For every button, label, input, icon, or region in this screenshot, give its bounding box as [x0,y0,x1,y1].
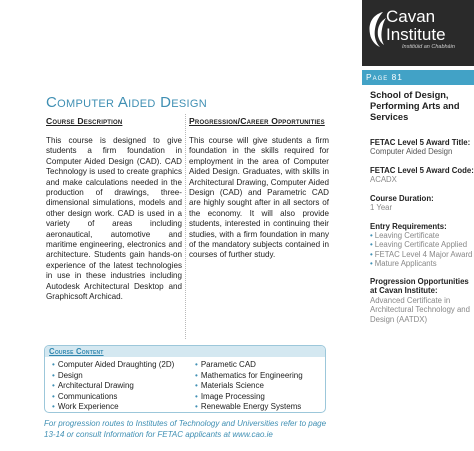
bullet-icon: • [195,370,198,380]
bullet-icon: • [52,381,55,390]
award-code-block [370,166,474,185]
list-item: • Materials Science [195,381,264,390]
award-title-label: FETAC Level 5 Award Title: [370,137,471,147]
award-title-block [370,138,474,157]
progression-text: This course will give students a firm foundation in the skills required for employment in the area of Computer Aided Design. Graduates, with skills in Architectural Drawing, Computer Aided Design (CAD) and Parametric CAD are highly sought after in all sectors of the economy. It will also provide students, interested in continuing their studies, with a firm foundation in many of the mandatory subjects contained in courses of further study. [189,136,329,260]
bullet-icon: • [195,381,198,390]
bullet-icon: • [195,391,198,401]
course-description-text: This course is designed to give students a firm foundation in Computer Aided Design (CAD). CAD Technology is used to create graphics and make calculations needed in the production of drawings, three-dimensional simulations, models and other design work. CAD is used in a variety of areas including aeronautical, automotive and maritime engineering, electronics and architecture. Students gain hands-on experience of the latest technologies in use in these industries including Autodesk Architectural Desktop and Graphicsoft Archicad. [46,136,182,302]
duration-value: 1 Year [370,203,393,213]
bullet-icon: • [370,258,373,268]
bullet-icon: • [195,360,198,369]
list-item: • Mature Applicants [370,258,437,268]
sidebar [362,0,474,451]
logo-name-line2: Institute [386,25,446,44]
bullet-icon: • [52,402,55,411]
column-divider [185,114,186,339]
duration-block [370,194,474,213]
progression-opportunities-value: Advanced Certificate in Architectural Technology and Design (AATDX) [370,295,470,324]
award-code-value: ACADX [370,175,397,185]
list-item: • Image Processing [195,391,265,401]
bullet-icon: • [195,402,198,411]
award-code-label: FETAC Level 5 Award Code: [370,165,474,175]
bullet-icon: • [370,240,373,250]
entry-requirements-list [370,231,474,268]
bullet-icon: • [52,391,55,401]
course-title-text: Computer Aided Design [46,94,207,111]
swoosh-logo-icon [366,9,388,49]
page-number: Page 81 [366,72,403,82]
course-content-box [44,345,326,413]
list-item: • Leaving Certificate Applied [370,240,468,250]
entry-requirements-label: Entry Requirements: [370,221,447,231]
list-item: • Parametic CAD [195,360,256,369]
list-item: • Renewable Energy Systems [195,402,302,411]
institute-logo [362,0,474,66]
list-item: • Leaving Certificate [370,231,440,241]
course-title [46,94,207,111]
list-item: • Work Experience [52,402,119,411]
course-content-heading: Course Content [45,346,325,357]
entry-requirements-block [370,222,474,268]
list-item: • Computer Aided Draughting (2D) [52,360,175,369]
award-title-value: Computer Aided Design [370,147,453,157]
list-item: • Mathematics for Engineering [195,370,303,380]
progression-opportunities-block [370,277,474,325]
school-name: School of Design, Performing Arts and Services [370,90,460,123]
sidebar-details [370,90,474,333]
logo-tagline: Institiúid an Chabháin [402,44,455,50]
bullet-icon: • [52,360,55,369]
list-item: • Communications [52,391,118,401]
course-content-column-2 [195,360,303,413]
list-item: • FETAC Level 4 Major Award [370,249,473,259]
course-description-heading: Course Description [46,116,123,126]
progression-heading: Progression/Career Opportunities [189,116,325,126]
bullet-icon: • [52,370,55,380]
progression-opportunities-label: Progression Opportunities at Cavan Institute: [370,276,469,296]
duration-label: Course Duration: [370,193,434,203]
bullet-icon: • [370,231,373,241]
footnote: For progression routes to Institutes of Technology and Universities refer to page 13-14 or consult Information for FETAC applicants at www.cao.ie [44,419,327,439]
page-number-bar [362,70,474,85]
logo-name-line1: Cavan [386,7,436,26]
list-item: • Architectural Drawing [52,381,134,390]
list-item: • Design [52,370,83,380]
bullet-icon: • [370,249,373,259]
course-content-column-1 [52,360,174,413]
